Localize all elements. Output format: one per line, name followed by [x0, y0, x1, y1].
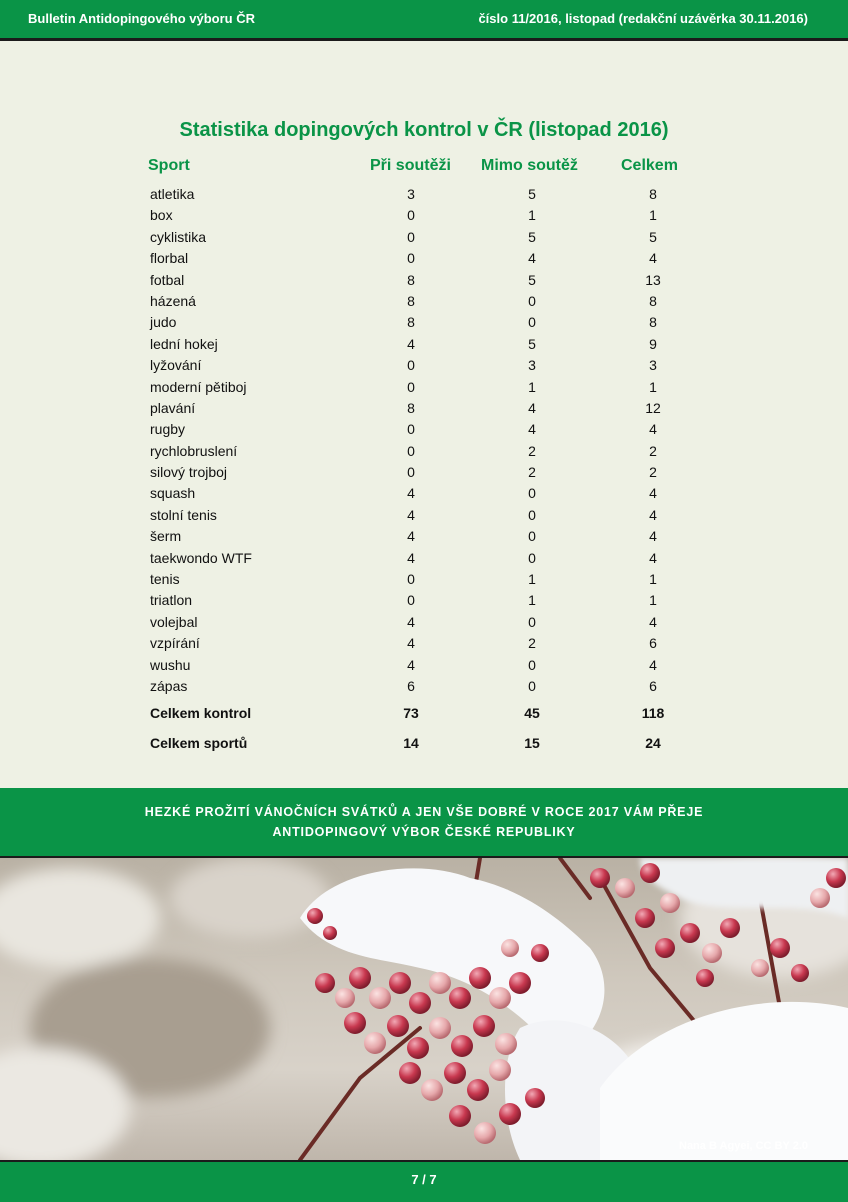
sport-cell: wushu	[150, 656, 191, 673]
table-row	[0, 378, 848, 399]
in-competition-cell: 4	[407, 506, 415, 523]
total-cell: 1	[649, 571, 657, 588]
sport-cell: plavání	[150, 399, 196, 416]
sport-cell: moderní pětiboj	[150, 378, 247, 395]
in-competition-cell: 4	[407, 528, 415, 545]
in-competition-cell: 4	[407, 485, 415, 502]
page-footer	[0, 1160, 848, 1202]
table-row	[0, 185, 848, 206]
sport-cell: cyklistika	[150, 228, 207, 245]
total-cell: 8	[649, 186, 657, 202]
issue-info: číslo 11/2016, listopad (redakční uzávěrka 30.11.2016)	[478, 11, 808, 26]
total-cell: 8	[649, 292, 657, 309]
out-of-competition-cell: 4	[528, 421, 536, 438]
in-competition-cell: 0	[407, 464, 415, 481]
in-competition-cell: 4	[407, 335, 415, 352]
in-competition-cell: 0	[407, 228, 415, 245]
table-row	[0, 249, 848, 270]
total-cell: 1	[649, 592, 657, 609]
greeting-banner	[0, 788, 848, 858]
winter-rowan-berries-photo	[0, 858, 848, 1160]
total-cell: 4	[649, 485, 657, 502]
total-controls-row	[0, 705, 848, 727]
out-of-competition-cell: 3	[528, 357, 536, 374]
table-row	[0, 442, 848, 463]
out-of-competition-cell: 0	[528, 549, 536, 566]
table-row	[0, 463, 848, 484]
total-cell: 1	[649, 207, 657, 224]
sport-cell: házená	[150, 292, 196, 309]
sport-cell: florbal	[150, 250, 189, 267]
total-cell: 4	[649, 250, 657, 267]
total-cell: 3	[649, 357, 657, 374]
table-row	[0, 549, 848, 570]
out-of-competition-cell: 4	[528, 250, 536, 267]
total-sports-in-competition: 14	[403, 735, 419, 751]
out-of-competition-cell: 0	[528, 613, 536, 630]
greeting-line-2: ANTIDOPINGOVÝ VÝBOR ČESKÉ REPUBLIKY	[272, 825, 576, 839]
table-row	[0, 420, 848, 441]
sport-cell: silový trojboj	[150, 464, 228, 481]
out-of-competition-cell: 5	[528, 271, 536, 288]
table-row	[0, 399, 848, 420]
sport-cell: stolní tenis	[150, 506, 217, 523]
out-of-competition-cell: 0	[528, 528, 536, 545]
total-cell: 12	[645, 399, 661, 416]
total-cell: 2	[649, 464, 657, 481]
sport-cell: box	[150, 207, 173, 224]
table-row	[0, 271, 848, 292]
in-competition-cell: 0	[407, 357, 415, 374]
table-body	[0, 185, 848, 698]
sport-cell: fotbal	[150, 271, 185, 288]
snow	[300, 858, 848, 1160]
in-competition-cell: 4	[407, 613, 415, 630]
in-competition-cell: 3	[407, 186, 415, 202]
sport-cell: tenis	[150, 571, 180, 588]
table-row	[0, 292, 848, 313]
column-header-total: Celkem	[621, 157, 678, 174]
in-competition-cell: 8	[407, 292, 415, 309]
bulletin-title: Bulletin Antidopingového výboru ČR	[28, 11, 256, 26]
in-competition-cell: 4	[407, 549, 415, 566]
table-row	[0, 677, 848, 698]
total-cell: 5	[649, 228, 657, 245]
sport-cell: vzpírání	[150, 635, 200, 652]
total-cell: 4	[649, 528, 657, 545]
table-title: Statistika dopingových kontrol v ČR (listopad 2016)	[179, 119, 669, 141]
out-of-competition-cell: 1	[528, 571, 536, 588]
sport-cell: rugby	[150, 421, 186, 438]
total-sports-label: Celkem sportů	[150, 735, 248, 751]
table-row	[0, 335, 848, 356]
total-cell: 4	[649, 506, 657, 523]
out-of-competition-cell: 2	[528, 464, 536, 481]
photo-credit: Nana B Agyei, CC BY 2.0	[679, 1140, 808, 1152]
out-of-competition-cell: 2	[528, 635, 536, 652]
total-cell: 2	[649, 442, 657, 459]
in-competition-cell: 4	[407, 656, 415, 673]
table-row	[0, 656, 848, 677]
total-cell: 13	[645, 271, 661, 288]
sport-cell: squash	[150, 485, 196, 502]
in-competition-cell: 0	[407, 571, 415, 588]
sport-cell: lední hokej	[150, 335, 218, 352]
column-header-out-of-competition: Mimo soutěž	[481, 157, 578, 174]
table-row	[0, 228, 848, 249]
out-of-competition-cell: 0	[528, 677, 536, 694]
out-of-competition-cell: 2	[528, 442, 536, 459]
sport-cell: judo	[150, 314, 177, 331]
total-controls-label: Celkem kontrol	[150, 705, 252, 721]
in-competition-cell: 0	[407, 421, 415, 438]
total-cell: 4	[649, 656, 657, 673]
in-competition-cell: 8	[407, 399, 415, 416]
photo-illustration	[0, 858, 848, 1160]
column-header-sport: Sport	[148, 157, 190, 174]
out-of-competition-cell: 1	[528, 207, 536, 224]
total-cell: 4	[649, 613, 657, 630]
out-of-competition-cell: 0	[528, 485, 536, 502]
sport-cell: atletika	[150, 186, 195, 202]
out-of-competition-cell: 0	[528, 506, 536, 523]
out-of-competition-cell: 4	[528, 399, 536, 416]
out-of-competition-cell: 0	[528, 656, 536, 673]
table-row	[0, 484, 848, 505]
sport-cell: šerm	[150, 528, 182, 545]
total-sports-total: 24	[645, 735, 661, 751]
total-cell: 9	[649, 335, 657, 352]
total-controls-out-of-competition: 45	[524, 705, 540, 721]
table-row	[0, 313, 848, 334]
out-of-competition-cell: 5	[528, 228, 536, 245]
in-competition-cell: 6	[407, 677, 415, 694]
table-row	[0, 506, 848, 527]
sport-cell: triatlon	[150, 592, 193, 609]
out-of-competition-cell: 0	[528, 314, 536, 331]
total-cell: 6	[649, 635, 657, 652]
in-competition-cell: 4	[407, 635, 415, 652]
table-row	[0, 356, 848, 377]
table-row	[0, 570, 848, 591]
total-controls-in-competition: 73	[403, 705, 419, 721]
sport-cell: taekwondo WTF	[150, 549, 252, 566]
in-competition-cell: 8	[407, 314, 415, 331]
out-of-competition-cell: 1	[528, 378, 536, 395]
page-header	[0, 0, 848, 41]
in-competition-cell: 0	[407, 442, 415, 459]
total-cell: 6	[649, 677, 657, 694]
total-cell: 4	[649, 421, 657, 438]
total-cell: 4	[649, 549, 657, 566]
column-header-in-competition: Při soutěži	[370, 157, 451, 174]
table-row	[0, 634, 848, 655]
total-controls-total: 118	[641, 705, 665, 721]
in-competition-cell: 0	[407, 378, 415, 395]
total-cell: 1	[649, 378, 657, 395]
table-row	[0, 527, 848, 548]
table-row	[0, 591, 848, 612]
sport-cell: zápas	[150, 677, 188, 694]
table-row	[0, 206, 848, 227]
sport-cell: volejbal	[150, 613, 198, 630]
greeting-line-1: HEZKÉ PROŽITÍ VÁNOČNÍCH SVÁTKŮ A JEN VŠE DOBRÉ V ROCE 2017 VÁM PŘEJE	[144, 805, 704, 819]
table-row	[0, 613, 848, 634]
in-competition-cell: 0	[407, 207, 415, 224]
sport-cell: lyžování	[150, 357, 202, 374]
total-sports-row	[0, 735, 848, 757]
in-competition-cell: 8	[407, 271, 415, 288]
sport-cell: rychlobruslení	[150, 442, 238, 459]
out-of-competition-cell: 5	[528, 186, 536, 202]
in-competition-cell: 0	[407, 250, 415, 267]
total-cell: 8	[649, 314, 657, 331]
out-of-competition-cell: 1	[528, 592, 536, 609]
in-competition-cell: 0	[407, 592, 415, 609]
out-of-competition-cell: 5	[528, 335, 536, 352]
page-number: 7 / 7	[411, 1172, 437, 1187]
out-of-competition-cell: 0	[528, 292, 536, 309]
total-sports-out-of-competition: 15	[524, 735, 540, 751]
